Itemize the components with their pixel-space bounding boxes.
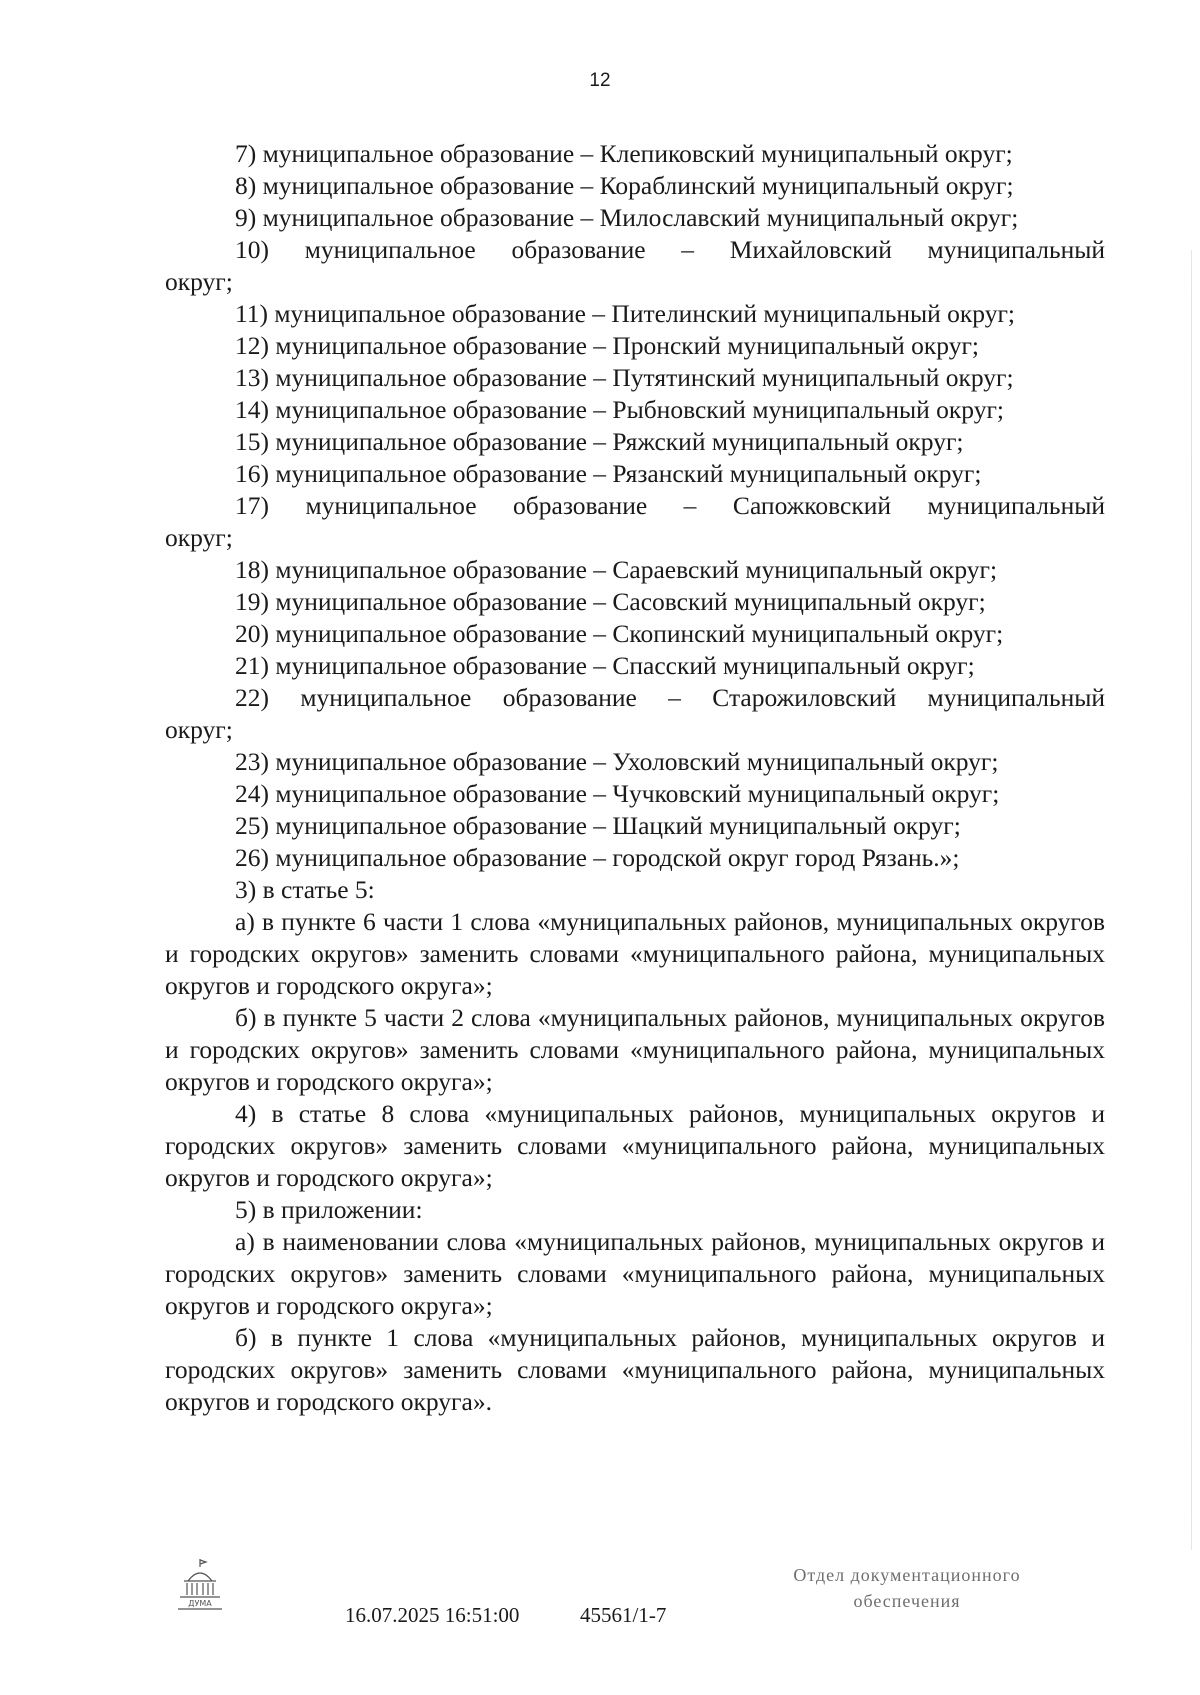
paragraph-article-8: 4) в статье 8 слова «муниципальных районов, муниципальных округов и городских округов» заменить словами «муниципального района, муниципальных округов и городского округа»; xyxy=(165,1099,1105,1192)
stamp-line-2: обеспечения xyxy=(853,1591,961,1611)
footer-datetime: 16.07.2025 16:51:00 xyxy=(345,1603,520,1627)
paragraph-appendix: 5) в приложении: xyxy=(235,1195,423,1224)
list-item-17: 17) муниципальное образование – Сапожковский муниципальный xyxy=(235,491,1105,520)
list-item-7: 7) муниципальное образование – Клепиковский муниципальный округ; xyxy=(235,139,1013,168)
list-item-26: 26) муниципальное образование – городской округ город Рязань.»; xyxy=(235,843,960,872)
list-item-12: 12) муниципальное образование – Пронский муниципальный округ; xyxy=(235,331,979,360)
list-item-11: 11) муниципальное образование – Пителинский муниципальный округ; xyxy=(235,299,1016,328)
paragraph-5a: а) в пункте 6 части 1 слова «муниципальных районов, муниципальных округов и городских округов» заменить словами «муниципального района, муниципальных округов и городского округа»; xyxy=(165,907,1105,1000)
list-item-15: 15) муниципальное образование – Ряжский муниципальный округ; xyxy=(235,427,964,456)
duma-logo-icon xyxy=(172,1557,228,1613)
list-item-23: 23) муниципальное образование – Ухоловский муниципальный округ; xyxy=(235,747,999,776)
list-item-18: 18) муниципальное образование – Сараевский муниципальный округ; xyxy=(235,555,998,584)
list-item-16: 16) муниципальное образование – Рязанский муниципальный округ; xyxy=(235,459,982,488)
stamp-line-1: Отдел документационного xyxy=(793,1565,1021,1585)
list-item-10: 10) муниципальное образование – Михайловский муниципальный xyxy=(235,235,1105,264)
list-item-19: 19) муниципальное образование – Сасовский муниципальный округ; xyxy=(235,587,986,616)
list-item-10-continuation: округ; xyxy=(165,267,233,296)
list-item-25: 25) муниципальное образование – Шацкий муниципальный округ; xyxy=(235,811,961,840)
list-item-22: 22) муниципальное образование – Старожиловский муниципальный xyxy=(235,683,1105,712)
list-item-17-continuation: округ; xyxy=(165,523,233,552)
list-item-9: 9) муниципальное образование – Милославский муниципальный округ; xyxy=(235,203,1019,232)
list-item-8: 8) муниципальное образование – Кораблинский муниципальный округ; xyxy=(235,171,1014,200)
document-body xyxy=(165,138,1105,1418)
list-item-13: 13) муниципальное образование – Путятинский муниципальный округ; xyxy=(235,363,1014,392)
list-item-14: 14) муниципальное образование – Рыбновский муниципальный округ; xyxy=(235,395,1004,424)
footer-document-id: 45561/1-7 xyxy=(580,1603,667,1627)
paragraph-5b: б) в пункте 5 части 2 слова «муниципальных районов, муниципальных округов и городских округов» заменить словами «муниципального района, муниципальных округов и городского округа»; xyxy=(165,1003,1105,1096)
paragraph-article-5: 3) в статье 5: xyxy=(235,875,375,904)
list-item-20: 20) муниципальное образование – Скопинский муниципальный округ; xyxy=(235,619,1004,648)
list-item-22-continuation: округ; xyxy=(165,715,233,744)
paragraph-appendix-b: б) в пункте 1 слова «муниципальных районов, муниципальных округов и городских округов» заменить словами «муниципального района, муниципальных округов и городского округа». xyxy=(165,1323,1105,1416)
department-stamp xyxy=(757,1562,1057,1614)
list-item-21: 21) муниципальное образование – Спасский муниципальный округ; xyxy=(235,651,975,680)
paragraph-appendix-a: а) в наименовании слова «муниципальных районов, муниципальных округов и городских округов» заменить словами «муниципального района, муниципальных округов и городского округа»; xyxy=(165,1227,1105,1320)
duma-logo-text: ДУМА xyxy=(188,1599,212,1608)
page-number: 12 xyxy=(589,70,611,91)
scan-edge-line xyxy=(1191,250,1192,1550)
list-item-24: 24) муниципальное образование – Чучковский муниципальный округ; xyxy=(235,779,1000,808)
